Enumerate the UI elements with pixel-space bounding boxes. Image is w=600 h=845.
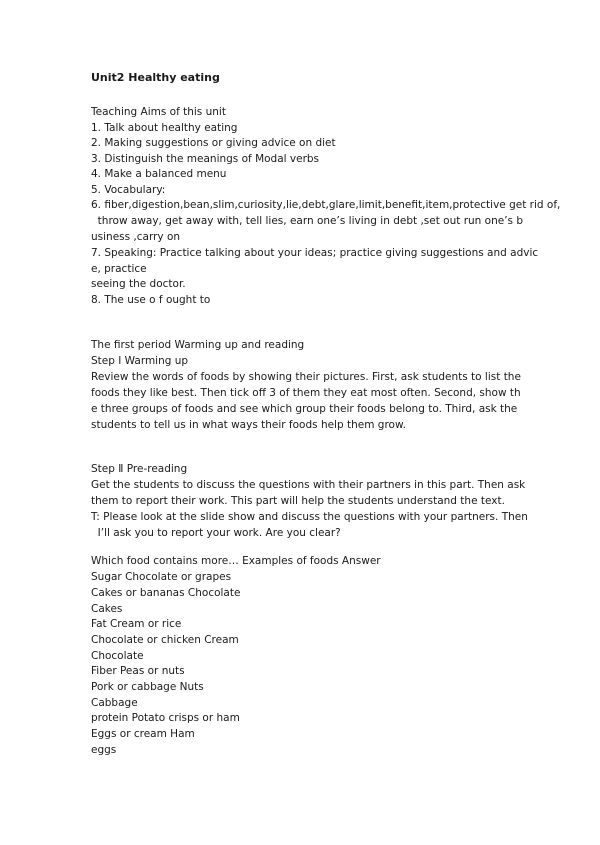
aim-item: 4. Make a balanced menu — [91, 168, 227, 180]
food-table-row: protein Potato crisps or ham — [91, 712, 240, 724]
step2-line: them to report their work. This part will help the students understand the text. — [91, 495, 505, 507]
aim-item: 7. Speaking: Practice talking about your ideas; practice giving suggestions and advic — [91, 247, 539, 259]
step2-line: I’ll ask you to report your work. Are you clear? — [91, 527, 341, 539]
food-table-row: Fiber Peas or nuts — [91, 665, 185, 677]
food-table-row: Sugar Chocolate or grapes — [91, 571, 232, 583]
food-table-header: Which food contains more… Examples of foods Answer — [91, 555, 381, 567]
food-table-row: Chocolate or chicken Cream — [91, 634, 239, 646]
step2-line: Get the students to discuss the questions with their partners in this part. Then ask — [91, 479, 526, 491]
food-table-row: Cakes — [91, 603, 123, 615]
food-table-row: Chocolate — [91, 650, 144, 662]
food-table-row: Cabbage — [91, 697, 138, 709]
aim-item: 3. Distinguish the meanings of Modal verbs — [91, 153, 320, 165]
step1-title: Step Ⅰ Warming up — [91, 355, 189, 367]
step1-line: foods they like best. Then tick off 3 of them they eat most often. Second, show th — [91, 387, 521, 399]
aim-item: 5. Vocabulary: — [91, 184, 166, 196]
aim-item: 8. The use o f ought to — [91, 294, 211, 306]
food-table-row: Fat Cream or rice — [91, 618, 182, 630]
aim-item: seeing the doctor. — [91, 278, 186, 290]
aim-item: usiness ,carry on — [91, 231, 181, 243]
food-table-row: Cakes or bananas Chocolate — [91, 587, 241, 599]
aim-item: 6. fiber,digestion,bean,slim,curiosity,lie,debt,glare,limit,benefit,item,protective get rid of, — [91, 199, 561, 211]
aims-heading: Teaching Aims of this unit — [91, 106, 226, 118]
period-heading: The first period Warming up and reading — [91, 339, 305, 351]
document-title: Unit2 Healthy eating — [91, 71, 220, 84]
aim-item: throw away, get away with, tell lies, earn one’s living in debt ,set out run one’s b — [91, 215, 524, 227]
step1-line: Review the words of foods by showing their pictures. First, ask students to list the — [91, 371, 521, 383]
aim-item: 1. Talk about healthy eating — [91, 122, 238, 134]
step1-line: students to tell us in what ways their foods help them grow. — [91, 419, 406, 431]
step2-title: Step Ⅱ Pre-reading — [91, 463, 188, 475]
food-table-row: Pork or cabbage Nuts — [91, 681, 204, 693]
step1-line: e three groups of foods and see which group their foods belong to. Third, ask the — [91, 403, 518, 415]
step2-line: T: Please look at the slide show and discuss the questions with your partners. Then — [91, 511, 528, 523]
food-table-row: eggs — [91, 744, 117, 756]
food-table-row: Eggs or cream Ham — [91, 728, 195, 740]
aim-item: e, practice — [91, 263, 147, 275]
aim-item: 2. Making suggestions or giving advice on diet — [91, 137, 336, 149]
